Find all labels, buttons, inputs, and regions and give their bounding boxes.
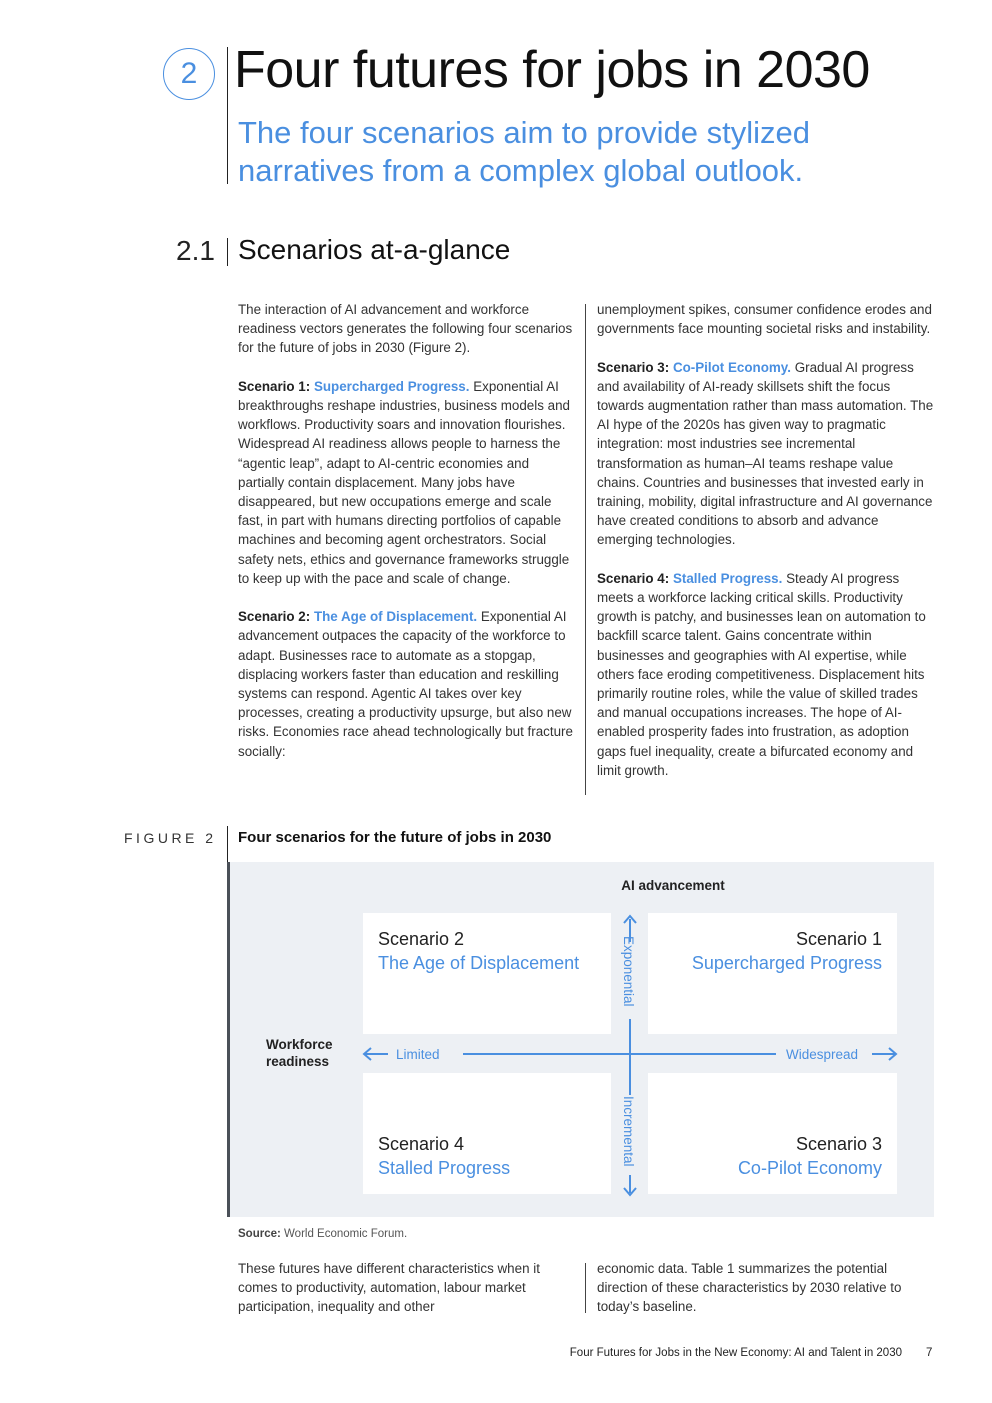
axes-graphic bbox=[230, 862, 934, 1217]
scenario-4-text: Steady AI progress meets a workforce lacking critical skills. Productivity growth is patchy, and businesses lean on automation to backfill scarce talent. Gains concentrate within businesses and geographies with AI expertise, while others face eroding competitiveness. Displacement hits primarily routine roles, while the value of skilled trades and manual occupations increases. The hope of AI-enabled prosperity fades into frustration, as adoption gaps fuel inequality, create a bifurcated economy and limit growth. bbox=[597, 570, 926, 778]
x-axis-title: Workforce readiness bbox=[266, 1037, 333, 1069]
body-column-left bbox=[238, 300, 578, 761]
scenario-4-label: Scenario 4: bbox=[597, 570, 670, 586]
scenario-1-label: Scenario 1: bbox=[238, 378, 311, 394]
scenario-4-paragraph: Scenario 4: Stalled Progress. Steady AI progress meets a workforce lacking critical skills. Productivity growth is patchy, and businesses lean on automation to backfill scarce talent. Gains concentrate within businesses and geographies with AI expertise, while others face eroding competitiveness. Displacement hits primarily routine roles, while the value of skilled trades and manual occupations increases. The hope of AI-enabled prosperity fades into frustration, as adoption gaps fuel inequality, create a bifurcated economy and limit growth. bbox=[597, 570, 926, 778]
quadrant-scenario-name: Stalled Progress bbox=[378, 1158, 511, 1178]
x-high-label: Widespread bbox=[786, 1047, 859, 1062]
title-divider bbox=[227, 47, 228, 184]
y-high-label: Exponential bbox=[621, 936, 636, 1007]
scenario-3-name: Co-Pilot Economy bbox=[672, 359, 788, 375]
figure-label: FIGURE 2 bbox=[124, 830, 217, 846]
scenario-2-continuation: unemployment spikes, consumer confidence erodes and governments face mounting societal risks and instability. bbox=[597, 302, 932, 337]
page-footer bbox=[570, 1347, 902, 1359]
quadrant-scenario-name: The Age of Displacement bbox=[378, 953, 580, 973]
source-text: World Economic Forum. bbox=[284, 1228, 408, 1240]
section-title: Scenarios at-a-glance bbox=[238, 234, 511, 265]
chapter-number: 2 bbox=[163, 48, 215, 100]
chapter-subtitle: The four scenarios aim to provide stylized narratives from a complex global outlook. bbox=[238, 115, 811, 188]
footer-subtitle: AI and Talent in 2030 bbox=[794, 1347, 902, 1359]
scenario-2-text: Exponential AI advancement outpaces the capacity of the workforce to adapt. Businesses race to automate as a stopgap, displacing workers faster than education and reskilling systems can respond. Agentic AI takes over key processes, creating a productivity upsurge, but also new risks. Economies race ahead technologically but fracture socially: bbox=[238, 609, 573, 759]
section-divider bbox=[227, 238, 228, 266]
closing-column-right bbox=[597, 1259, 937, 1317]
intro-paragraph: The interaction of AI advancement and workforce readiness vectors generates the following four scenarios for the future of jobs in 2030 (Figure 2). bbox=[238, 302, 573, 356]
scenario-1-text: Exponential AI breakthroughs reshape industries, business models and workflows. Productivity soars and innovation flourishes. Widespread AI readiness allows people to harness the “agentic leap”, adapt to AI-centric economies and partially contain displacement. Many jobs have disappeared, but new occupations emerge and scale fast, in part with humans directing portfolios of capable machines and becoming agent orchestrators. Social safety nets, ethics and governance frameworks struggle to keep up with the pace and scale of change. bbox=[238, 378, 570, 586]
scenario-2-paragraph: Scenario 2: The Age of Displacement. Exponential AI advancement outpaces the capacity of the workforce to adapt. Businesses race to automate as a stopgap, displacing workers faster than education and reskilling systems can respond. Agentic AI takes over key processes, creating a productivity upsurge, but also new risks. Economies race ahead technologically but fracture socially: bbox=[238, 609, 573, 759]
figure-source bbox=[238, 1228, 407, 1240]
scenario-4-name: Stalled Progress bbox=[672, 570, 779, 586]
footer-title: Four Futures for Jobs in the New Economy: bbox=[569, 1347, 792, 1359]
scenario-1-name: Supercharged Progress bbox=[313, 378, 466, 394]
chapter-title: Four futures for jobs in 2030 bbox=[234, 41, 870, 99]
quadrant-scenario-name: Co-Pilot Economy bbox=[737, 1158, 882, 1178]
y-low-label: Incremental bbox=[621, 1096, 636, 1167]
scenario-3-paragraph: Scenario 3: Co-Pilot Economy. Gradual AI progress and availability of AI-ready skillsets shift the focus towards augmentation rather than mass automation. The AI hype of the 2020s has given way to pragmatic integration: most industries see incremental transformation as human–AI teams reshape value chains. Countries and businesses that invested early in training, mobility, digital infrastructure and AI governance have created conditions to absorb and advance emerging technologies. bbox=[597, 359, 934, 548]
body-column-right bbox=[597, 300, 937, 780]
closing-column-divider bbox=[585, 1263, 586, 1313]
scenario-3-text: Gradual AI progress and availability of AI-ready skillsets shift the focus towards augmentation rather than mass automation. The AI hype of the 2020s has given way to pragmatic integration: most industries see incremental transformation as human–AI teams reshape value chains. Countries and businesses that invested early in training, mobility, digital infrastructure and AI governance have created conditions to absorb and advance emerging technologies. bbox=[597, 359, 934, 548]
source-label: Source: bbox=[238, 1228, 281, 1240]
quadrant-title: Scenario 1 bbox=[795, 929, 882, 949]
scenario-3-label: Scenario 3: bbox=[597, 359, 670, 375]
closing-text-left: These futures have different characteristics when it comes to productivity, automation, labour market participation, inequality and other bbox=[238, 1261, 540, 1315]
quadrant-title: Scenario 3 bbox=[795, 1134, 882, 1154]
x-low-label: Limited bbox=[396, 1047, 440, 1062]
figure-divider bbox=[227, 826, 228, 862]
scenario-2-label: Scenario 2: bbox=[238, 609, 311, 625]
page-number: 7 bbox=[926, 1347, 933, 1359]
scenario-2-name: The Age of Displacement bbox=[313, 609, 474, 625]
quadrant-title: Scenario 2 bbox=[378, 929, 465, 949]
quadrant-title: Scenario 4 bbox=[378, 1134, 465, 1154]
quadrant-scenario-name: Supercharged Progress bbox=[691, 953, 882, 973]
scenario-1-paragraph: Scenario 1: Supercharged Progress. Exponential AI breakthroughs reshape industries, business models and workflows. Productivity soars and innovation flourishes. Widespread AI readiness allows people to harness the “agentic leap”, adapt to AI-centric economies and partially contain displacement. Many jobs have disappeared, but new occupations emerge and scale fast, in part with humans directing portfolios of capable machines and becoming agent orchestrators. Social safety nets, ethics and governance frameworks struggle to keep up with the pace and scale of change. bbox=[238, 378, 570, 586]
closing-column-left bbox=[238, 1259, 578, 1317]
closing-text-right: economic data. Table 1 summarizes the potential direction of these characteristics by 2030 relative to today’s baseline. bbox=[597, 1261, 902, 1315]
y-axis-title: AI advancement bbox=[621, 878, 725, 893]
figure-title: Four scenarios for the future of jobs in 2030 bbox=[238, 829, 552, 846]
scenario-matrix-figure bbox=[227, 862, 934, 1217]
section-number: 2.1 bbox=[176, 235, 215, 266]
column-divider bbox=[585, 304, 586, 795]
